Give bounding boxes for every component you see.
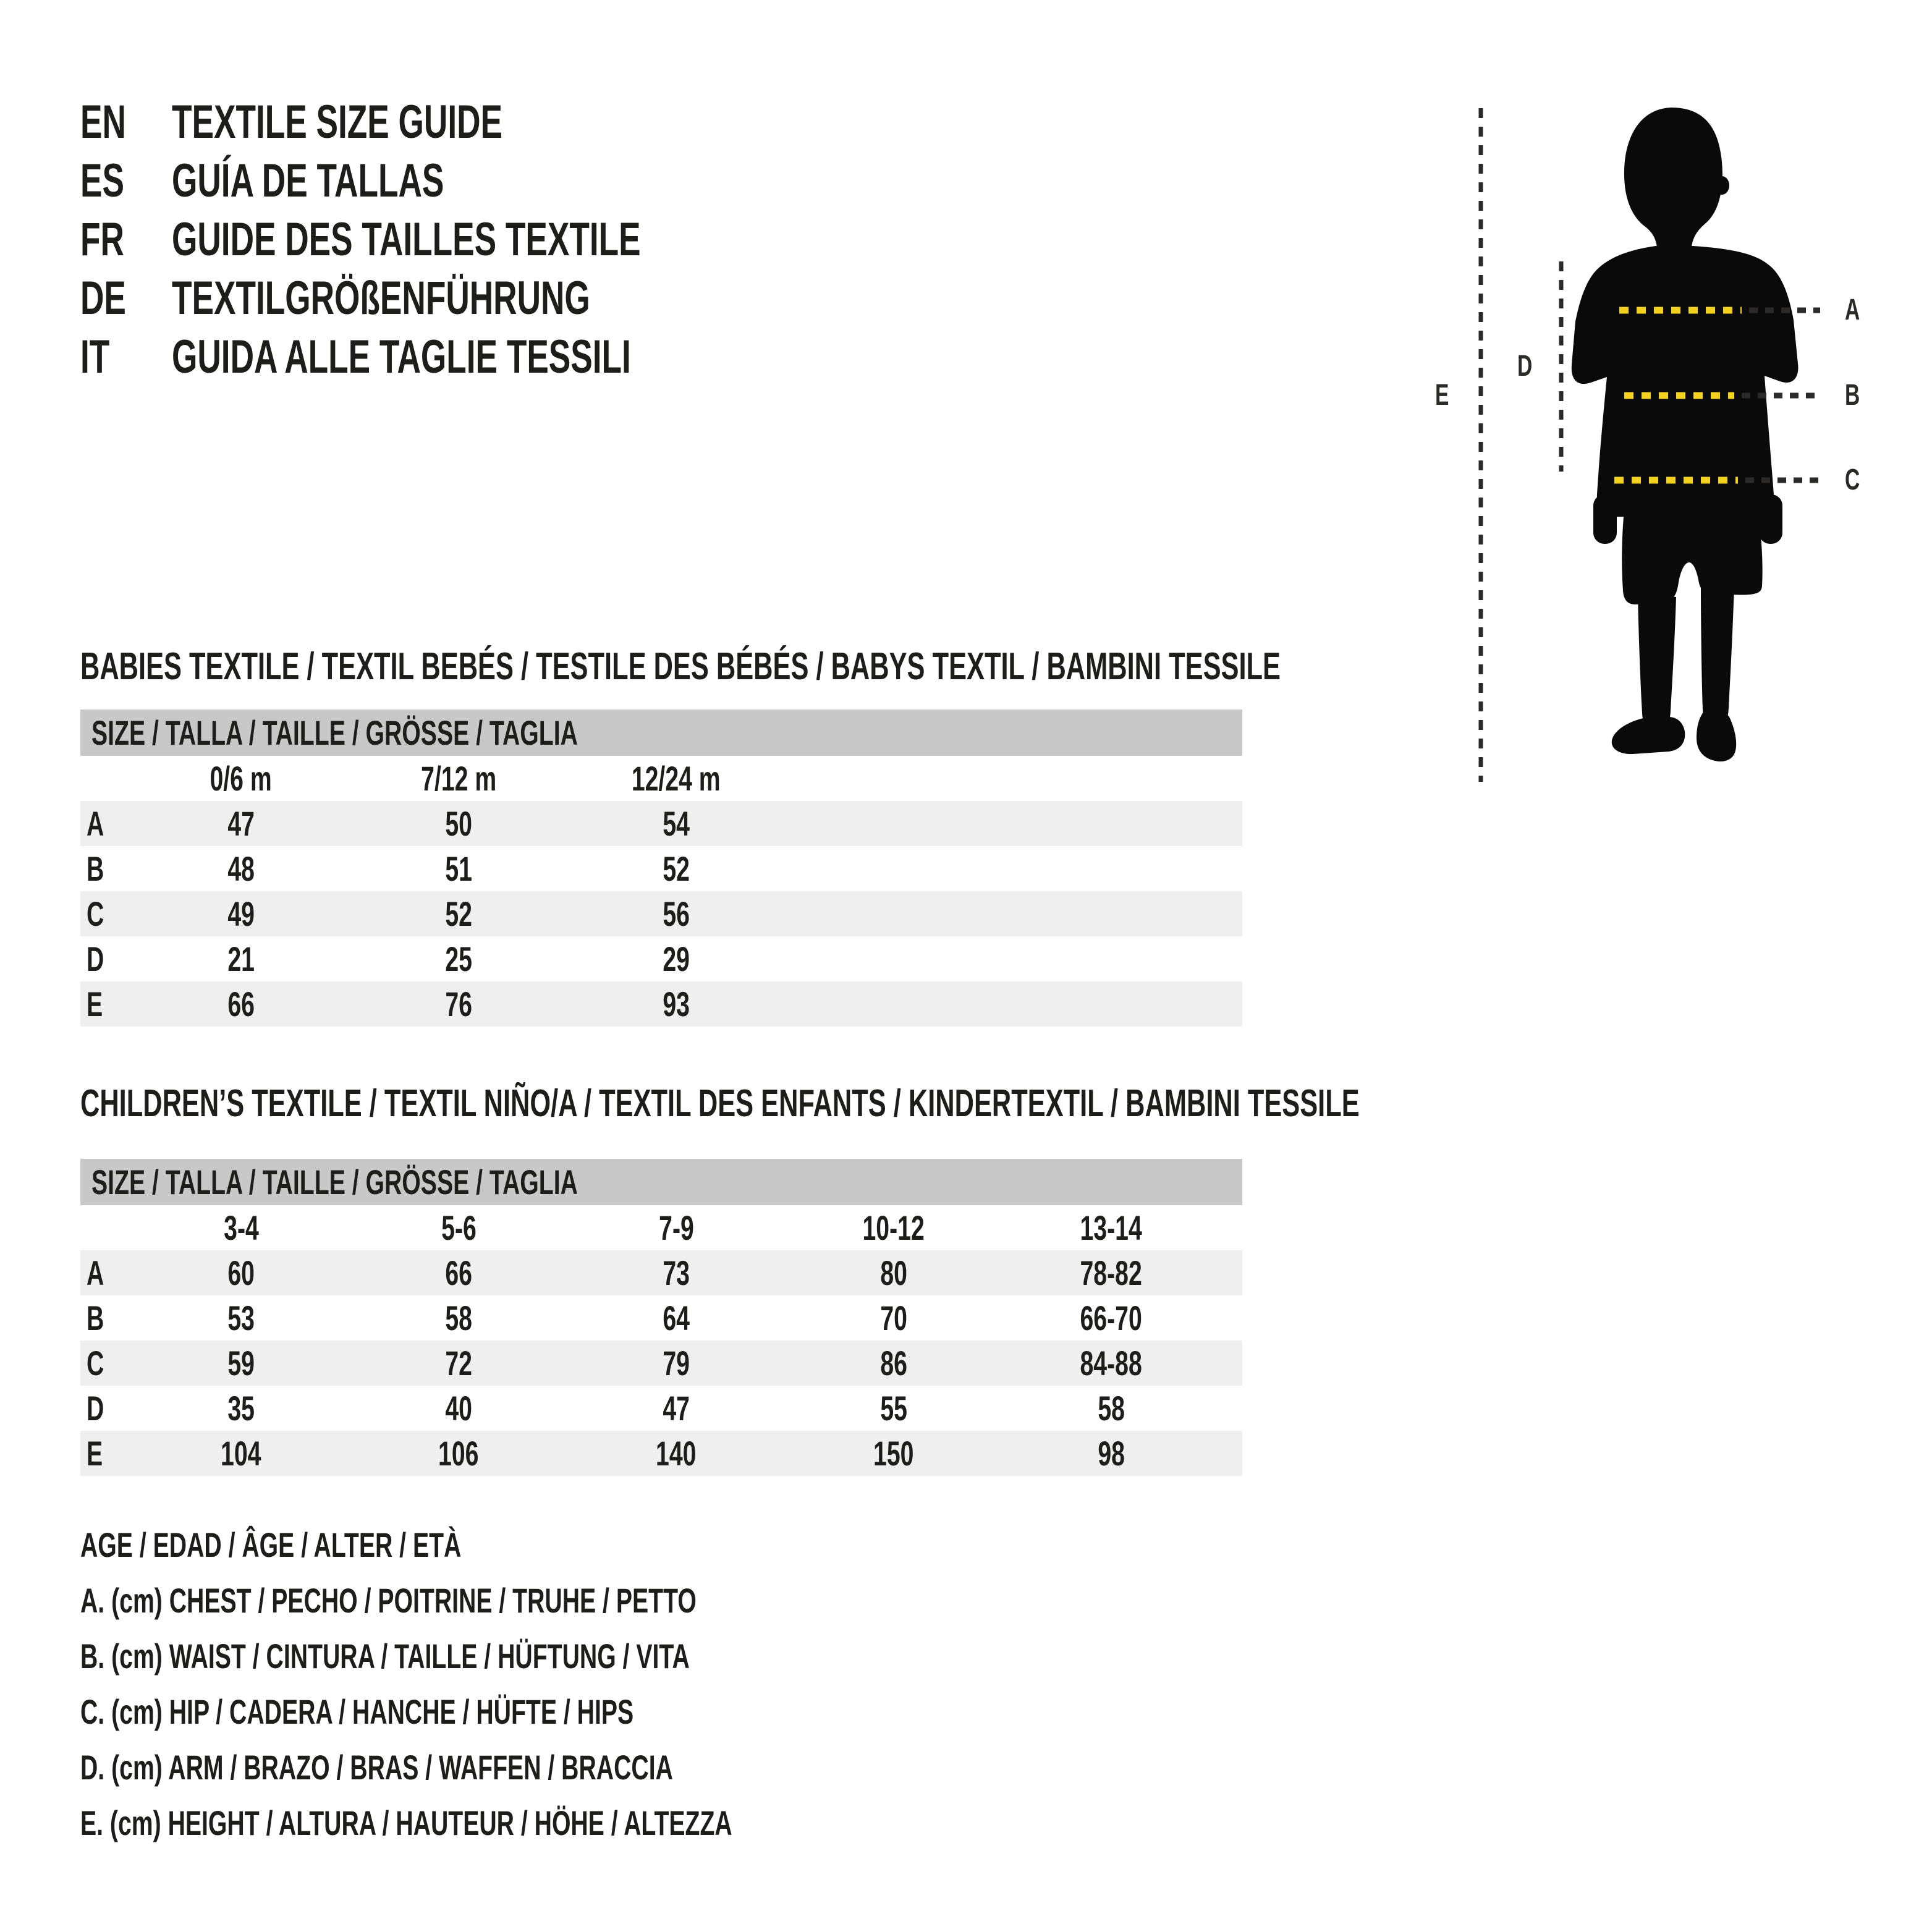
table-cell: 49	[227, 894, 255, 933]
table-row	[80, 801, 1242, 846]
table-cell: 40	[445, 1389, 472, 1428]
legend-height: E. (cm) HEIGHT / ALTURA / HAUTEUR / HÖHE / ALTEZZA	[80, 1803, 732, 1842]
table-cell: 25	[445, 939, 472, 978]
silhouette-shorts	[1622, 509, 1762, 604]
table-row	[80, 1431, 1242, 1476]
measure-label-d: D	[1517, 350, 1533, 383]
table-row	[80, 1341, 1242, 1386]
silhouette-right-shoe	[1697, 709, 1736, 761]
table-cell: 29	[663, 939, 690, 978]
measure-label-e: E	[1435, 379, 1449, 412]
table-cell: 84-88	[1080, 1344, 1143, 1383]
measure-label-c: C	[1845, 464, 1860, 496]
row-label: C	[87, 1344, 104, 1383]
table-cell: 58	[1098, 1389, 1125, 1428]
table-cell: 98	[1098, 1434, 1125, 1473]
legend-arm: D. (cm) ARM / BRAZO / BRAS / WAFFEN / BRACCIA	[80, 1748, 673, 1787]
table-cell: 73	[663, 1253, 690, 1292]
table-row	[80, 1250, 1242, 1295]
legend-chest: A. (cm) CHEST / PECHO / POITRINE / TRUHE / PETTO	[80, 1581, 697, 1620]
language-title: GUÍA DE TALLAS	[172, 155, 444, 207]
language-code: IT	[80, 331, 110, 383]
table-cell: 80	[880, 1253, 907, 1292]
table-cell: 106	[438, 1434, 479, 1473]
table-cell: 66-70	[1080, 1299, 1143, 1337]
babies-size-table	[80, 710, 1242, 1027]
language-title: GUIDA ALLE TAGLIE TESSILI	[172, 331, 631, 383]
table-cell: 64	[663, 1299, 690, 1337]
row-label: A	[87, 804, 104, 843]
table-cell: 79	[663, 1344, 690, 1383]
babies-table-header: SIZE / TALLA / TAILLE / GRÖSSE / TAGLIA	[80, 710, 1242, 756]
row-label: E	[87, 1434, 103, 1473]
table-row	[80, 891, 1242, 936]
table-row	[80, 981, 1242, 1027]
language-title: TEXTILE SIZE GUIDE	[172, 96, 503, 148]
row-label: C	[87, 894, 104, 933]
measurement-figure	[1428, 93, 1897, 810]
table-row	[80, 1386, 1242, 1431]
measure-label-b: B	[1845, 379, 1860, 412]
measure-label-a: A	[1845, 294, 1860, 326]
row-label: E	[87, 985, 103, 1023]
legend-age: AGE / EDAD / ÂGE / ALTER / ETÀ	[80, 1525, 462, 1564]
children-column-headers	[80, 1205, 1242, 1250]
legend-hip: C. (cm) HIP / CADERA / HANCHE / HÜFTE / HIPS	[80, 1692, 634, 1731]
children-section-title: CHILDREN’S TEXTILE / TEXTIL NIÑO/A / TEXTIL DES ENFANTS / KINDERTEXTIL / BAMBINI TESSILE	[80, 1082, 1360, 1125]
children-column-header: 5-6	[441, 1208, 477, 1247]
language-title: TEXTILGRÖßENFÜHRUNG	[172, 272, 590, 324]
table-cell: 140	[656, 1434, 697, 1473]
silhouette-shirt	[1572, 246, 1799, 517]
table-cell: 72	[445, 1344, 472, 1383]
silhouette-head	[1624, 108, 1722, 247]
row-label: A	[87, 1253, 104, 1292]
table-row	[80, 1295, 1242, 1341]
table-cell: 56	[663, 894, 690, 933]
child-silhouette-diagram	[1428, 93, 1897, 810]
children-table-header: SIZE / TALLA / TAILLE / GRÖSSE / TAGLIA	[80, 1159, 1242, 1205]
legend-waist: B. (cm) WAIST / CINTURA / TAILLE / HÜFTUNG / VITA	[80, 1637, 690, 1676]
table-cell: 76	[445, 985, 472, 1023]
silhouette-left-hand	[1593, 494, 1617, 544]
table-cell: 50	[445, 804, 472, 843]
table-cell: 59	[227, 1344, 255, 1383]
table-cell: 53	[227, 1299, 255, 1337]
children-column-header: 10-12	[862, 1208, 925, 1247]
row-label: B	[87, 849, 104, 888]
babies-column-header: 7/12 m	[420, 759, 497, 798]
row-label: D	[87, 939, 104, 978]
table-cell: 70	[880, 1299, 907, 1337]
silhouette-ear	[1714, 176, 1729, 195]
row-label: D	[87, 1389, 104, 1428]
table-cell: 55	[880, 1389, 907, 1428]
table-cell: 51	[445, 849, 472, 888]
silhouette-left-shoe	[1612, 717, 1685, 754]
table-cell: 60	[227, 1253, 255, 1292]
table-cell: 86	[880, 1344, 907, 1383]
table-cell: 21	[227, 939, 255, 978]
babies-column-headers	[80, 756, 1242, 801]
silhouette-right-hand	[1759, 494, 1782, 544]
babies-column-header: 12/24 m	[632, 759, 721, 798]
table-cell: 52	[445, 894, 472, 933]
table-cell: 54	[663, 804, 690, 843]
language-title: GUIDE DES TAILLES TEXTILE	[172, 213, 641, 266]
language-code: FR	[80, 213, 124, 266]
table-cell: 35	[227, 1389, 255, 1428]
table-cell: 104	[221, 1434, 261, 1473]
table-cell: 47	[227, 804, 255, 843]
language-code: EN	[80, 96, 126, 148]
babies-section-title: BABIES TEXTILE / TEXTIL BEBÉS / TESTILE DES BÉBÉS / BABYS TEXTIL / BAMBINI TESSILE	[80, 645, 1281, 688]
table-cell: 48	[227, 849, 255, 888]
children-size-table	[80, 1159, 1242, 1476]
children-column-header: 3-4	[223, 1208, 259, 1247]
table-cell: 150	[873, 1434, 914, 1473]
table-cell: 47	[663, 1389, 690, 1428]
table-row	[80, 846, 1242, 891]
row-label: B	[87, 1299, 104, 1337]
table-cell: 93	[663, 985, 690, 1023]
table-cell: 58	[445, 1299, 472, 1337]
language-code: DE	[80, 272, 126, 324]
table-cell: 78-82	[1080, 1253, 1143, 1292]
table-cell: 52	[663, 849, 690, 888]
table-row	[80, 936, 1242, 981]
table-cell: 66	[227, 985, 255, 1023]
language-code: ES	[80, 155, 124, 207]
babies-column-header: 0/6 m	[210, 759, 273, 798]
children-column-header: 7-9	[658, 1208, 694, 1247]
table-cell: 66	[445, 1253, 472, 1292]
children-column-header: 13-14	[1080, 1208, 1143, 1247]
